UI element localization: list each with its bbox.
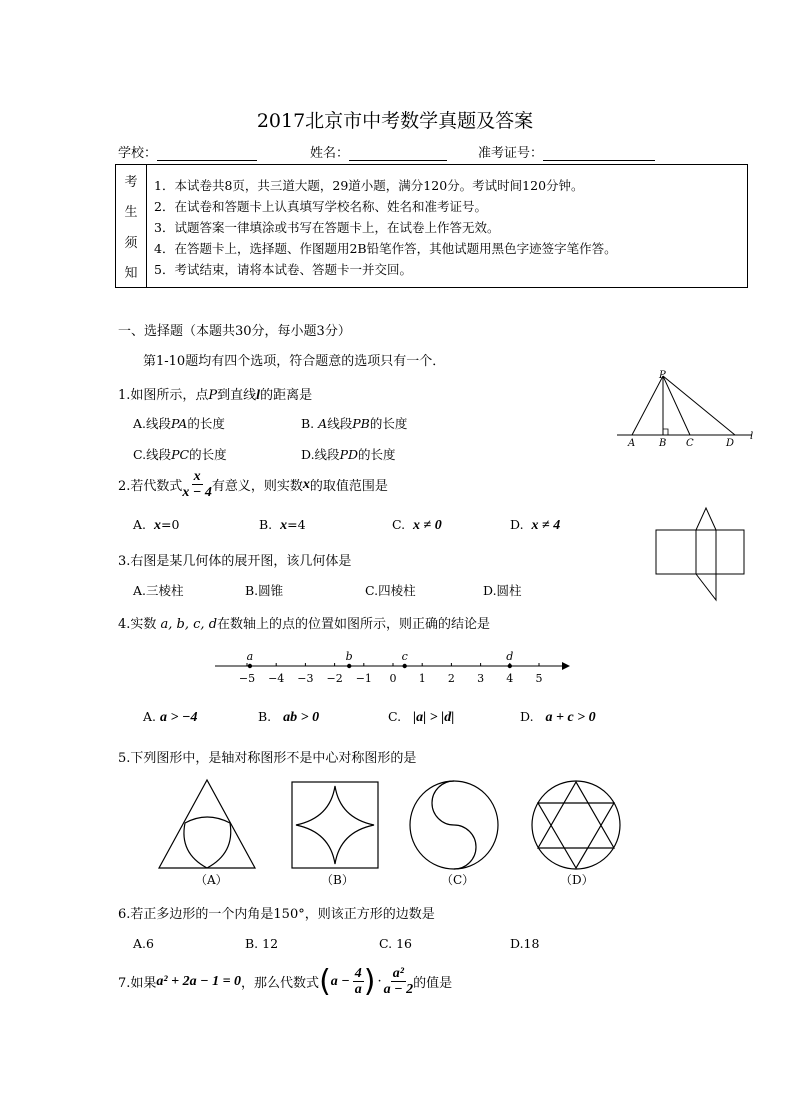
page-title: 2017北京市中考数学真题及答案 — [256, 110, 534, 132]
notice-side-label — [116, 165, 147, 287]
figure-b-label: （B） — [321, 873, 354, 887]
q4-option-b[interactable]: B. ab > 0 — [258, 709, 320, 725]
section-heading: 一、选择题（本题共30分，每小题3分） — [118, 324, 351, 339]
var-p: P — [208, 388, 218, 403]
q7-stem: 7.如果 a² + 2a − 1 = 0 ，那么代数式 ( a − $\frac{4}{a}$ ) · $\frac{\text{a²}}{a - 2}$ 的值是 — [118, 963, 453, 999]
q6-option-c[interactable]: C. 16 — [379, 936, 412, 951]
figure-d-label: （D） — [560, 873, 594, 887]
q4-option-d[interactable]: D. a + c > 0 — [520, 709, 596, 725]
notice-item: 4．在答题卡上，选择题、作图题用2B铅笔作答，其他试题用黑色字迹签字笔作答。 — [154, 241, 617, 256]
side-char: 知 — [124, 266, 138, 282]
name-label: 姓名： — [310, 146, 350, 161]
school-field — [118, 142, 257, 161]
q6-option-d[interactable]: D.18 — [510, 936, 540, 951]
q5-figures — [155, 778, 625, 890]
figure-c-label: （C） — [441, 873, 475, 887]
q1-text: 的距离是 — [260, 388, 313, 403]
right-angle-mark — [663, 429, 668, 435]
point-label-b: b — [345, 650, 353, 663]
tick-label: −3 — [297, 672, 314, 685]
name-field — [310, 142, 447, 161]
tick-label: 2 — [447, 672, 455, 685]
q1-stem — [118, 384, 312, 404]
label-p: P — [659, 370, 666, 381]
q2-option-a[interactable]: A. x=0 — [133, 517, 180, 533]
figure-a-label: （A） — [195, 873, 228, 887]
q6-option-b[interactable]: B. 12 — [245, 936, 279, 951]
tick-label: 4 — [506, 672, 514, 685]
segment-pd — [663, 376, 735, 435]
notice-item: 2．在试卷和答题卡上认真填写学校名称、姓名和准考证号。 — [154, 199, 487, 214]
segment-pc — [663, 376, 690, 435]
q7-condition: a² + 2a − 1 = 0 — [156, 973, 242, 989]
label-b: B — [659, 438, 667, 449]
tick-label: 5 — [535, 672, 543, 685]
q1-option-b[interactable]: B. A线段PB的长度 — [301, 416, 408, 431]
q1-text: 到直线 — [217, 388, 257, 403]
tick-label: 3 — [477, 672, 485, 685]
q3-stem: 3.右图是某几何体的展开图，该几何体是 — [118, 554, 352, 569]
q6-option-a[interactable]: A.6 — [133, 936, 154, 951]
q1-figure — [612, 368, 762, 453]
exam-no-field — [478, 142, 655, 161]
q1-option-a[interactable]: A.线段PA的长度 — [133, 416, 225, 431]
q2-fraction: $\frac{x}{x - 4}$ — [182, 469, 212, 500]
var-l: l — [256, 388, 261, 403]
segment-pa — [632, 376, 663, 435]
tick-label: −5 — [238, 672, 256, 685]
figure-b[interactable] — [292, 782, 378, 868]
tick-label: −2 — [326, 672, 343, 685]
tick-label: 0 — [389, 672, 397, 685]
label-l: l — [750, 431, 754, 442]
q4-stem: 4.实数 a, b, c, d在数轴上的点的位置如图所示，则正确的结论是 — [118, 617, 491, 632]
school-blank — [157, 160, 257, 161]
q4-option-a[interactable]: A. a > −4 — [143, 709, 198, 725]
q2-option-b[interactable]: B. x=4 — [259, 517, 306, 533]
q3-option-a[interactable]: A.三棱柱 — [133, 583, 184, 598]
tick-label: −4 — [268, 672, 285, 685]
axis-arrow — [562, 662, 570, 670]
point-d — [508, 664, 512, 668]
q2-stem: 2.若代数式 $\frac{x}{x - 4}$ 有意义，则实数 x 的取值范围是 — [118, 469, 388, 500]
name-blank — [349, 160, 447, 161]
school-label: 学校： — [118, 146, 158, 161]
section-intro: 第1-10题均有四个选项，符合题意的选项只有一个． — [143, 354, 446, 369]
q1-option-c[interactable]: C.线段PC的长度 — [133, 447, 227, 462]
figure-d[interactable] — [532, 781, 620, 869]
label-c: C — [686, 438, 694, 449]
q6-stem: 6.若正多边形的一个内角是150°，则该正方形的边数是 — [118, 907, 435, 922]
side-char: 须 — [124, 235, 138, 251]
side-char: 考 — [124, 174, 138, 190]
figure-c[interactable] — [410, 781, 498, 869]
q4-option-c[interactable]: C. |a| > |d| — [388, 709, 455, 725]
exam-no-blank — [543, 160, 655, 161]
exam-no-label: 准考证号： — [478, 146, 544, 161]
label-d: D — [726, 438, 735, 449]
q3-option-b[interactable]: B.圆锥 — [245, 583, 284, 598]
figure-a[interactable] — [159, 780, 255, 868]
point-a — [248, 664, 252, 668]
q4-number-line — [210, 646, 572, 688]
q2-option-c[interactable]: C. x ≠ 0 — [392, 517, 442, 533]
notice-item: 5．考试结束，请将本试卷、答题卡一并交回。 — [154, 262, 412, 277]
point-b — [347, 664, 351, 668]
notice-box — [115, 164, 748, 288]
notice-item: 3．试题答案一律填涂或书写在答题卡上，在试卷上作答无效。 — [154, 220, 500, 235]
point-c — [402, 664, 406, 668]
q3-net-figure — [654, 506, 746, 602]
notice-items — [154, 175, 617, 280]
point-label-a: a — [246, 650, 254, 663]
point-label-d: d — [506, 650, 514, 663]
q3-option-c[interactable]: C.四棱柱 — [365, 583, 416, 598]
notice-item: 1．本试卷共8页，共三道大题，29道小题，满分120分。考试时间120分钟。 — [154, 178, 584, 193]
q2-option-d[interactable]: D. x ≠ 4 — [510, 517, 561, 533]
tick-label: 1 — [418, 672, 426, 685]
tick-label: −1 — [355, 672, 372, 685]
side-char: 生 — [124, 205, 138, 221]
q1-text: 1.如图所示，点 — [118, 388, 209, 403]
q5-stem: 5.下列图形中，是轴对称图形不是中心对称图形的是 — [118, 751, 417, 766]
q3-option-d[interactable]: D.圆柱 — [483, 583, 522, 598]
point-label-c: c — [401, 650, 408, 663]
q1-option-d[interactable]: D.线段PD的长度 — [301, 447, 396, 462]
label-a: A — [628, 438, 636, 449]
